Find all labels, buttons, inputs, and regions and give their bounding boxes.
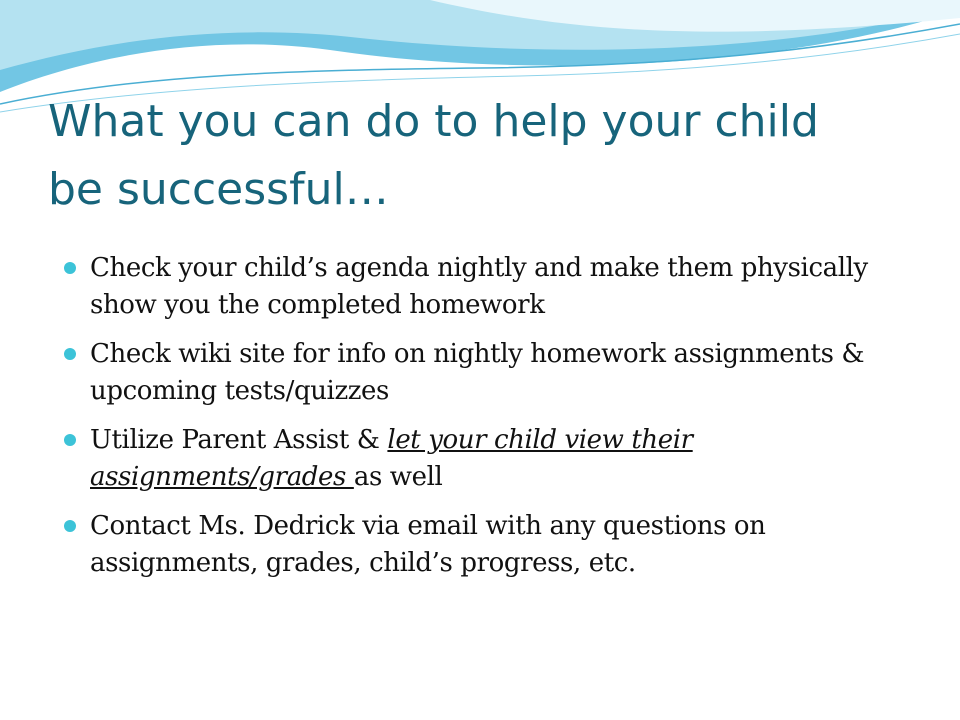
title-line-2: be successful… xyxy=(48,164,389,215)
bullet-text: Contact Ms. Dedrick via email with any questions on assignments, grades, child’s progress, etc. xyxy=(90,511,766,578)
bullet-text-before: Utilize Parent Assist & xyxy=(90,425,388,455)
bullet-dot-icon xyxy=(64,520,76,532)
bullet-dot-icon xyxy=(64,434,76,446)
bullet-text: Check your child’s agenda nightly and make them physically show you the completed homework xyxy=(90,253,868,320)
bullet-item-wiki xyxy=(62,336,902,410)
bullet-dot-icon xyxy=(64,348,76,360)
title-line-1: What you can do to help your child xyxy=(48,96,819,147)
bullet-text: Check wiki site for info on nightly homework assignments & upcoming tests/quizzes xyxy=(90,339,865,406)
bullet-item-agenda xyxy=(62,250,902,324)
bullet-item-parent-assist xyxy=(62,422,902,496)
bullet-list xyxy=(62,250,902,594)
slide-title xyxy=(48,88,928,224)
bullet-text-after: as well xyxy=(353,462,443,492)
bullet-text-emphasis: let your child view their assignments/grades xyxy=(90,425,693,492)
bullet-item-contact xyxy=(62,508,902,582)
bullet-dot-icon xyxy=(64,262,76,274)
